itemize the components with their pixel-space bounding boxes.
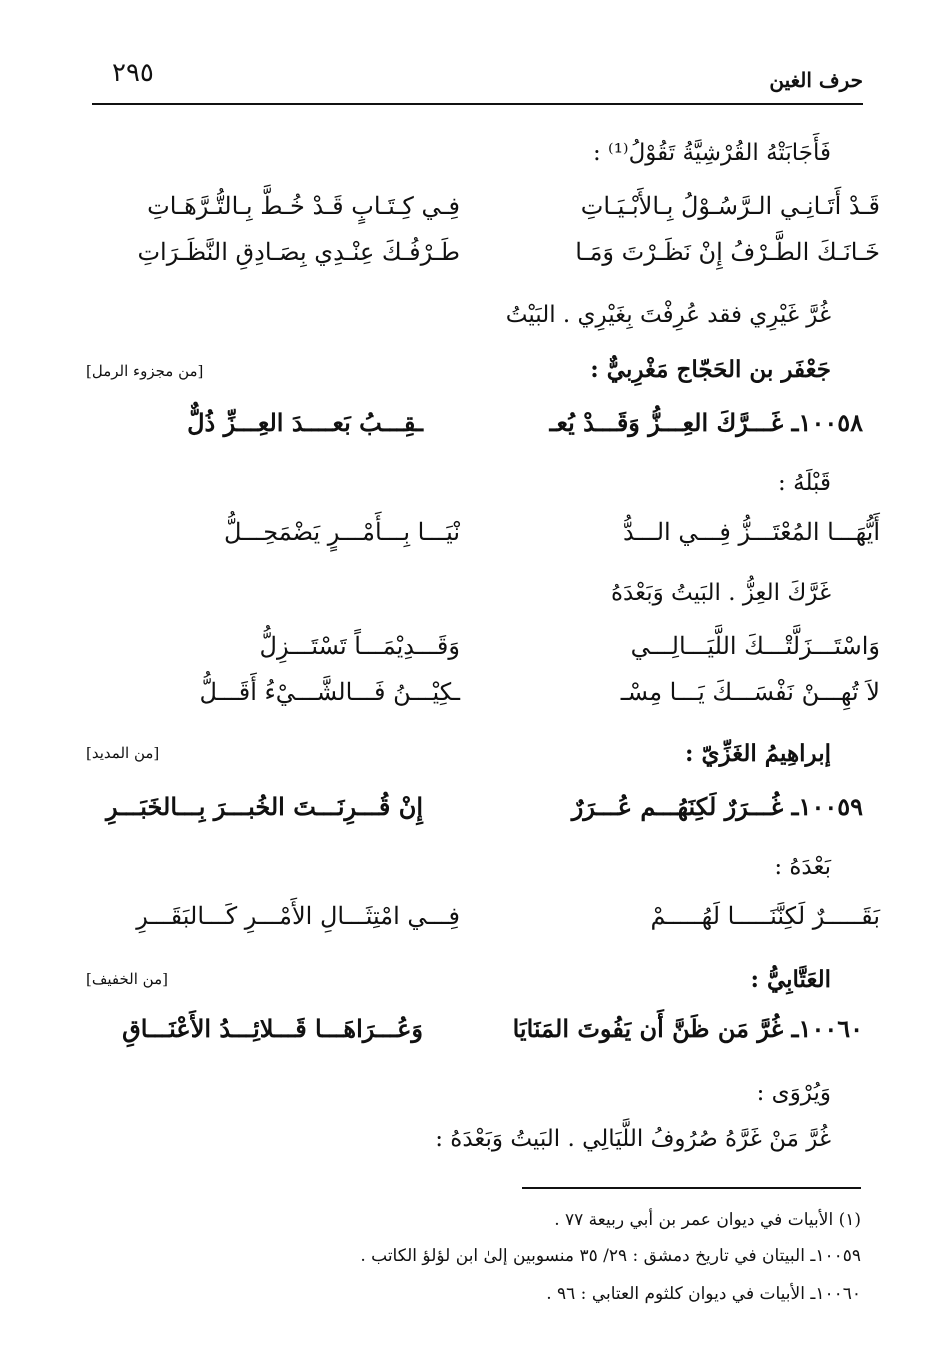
verse-first-hemistich: خَـانَـكَ الطَّـرْفُ إِنْ نَظَـرْتَ وَمَـا [575, 238, 880, 266]
verse-line-numbered [63, 408, 863, 448]
verse-line [100, 632, 880, 672]
prose-line: غُرَّ غَيْرِي فقد عُرِفْتَ بِغَيْرِي . البَيْتُ [505, 302, 831, 328]
verse-line-numbered [63, 1014, 863, 1054]
poet-name: جَعْفَر بن الحَجّاج مَغْرِبيٌّ : [590, 356, 831, 383]
footnote: ١٠٠٥٩ـ البيتان في تاريخ دمشق : ٢٩/ ٣٥ منسوبين إلىٰ ابن لؤلؤ الكاتب . [360, 1246, 861, 1266]
verse-second-hemistich: إِنْ قُـــرِنَـــتَ الخُبـــرَ بِـــالخَبَـــرِ [105, 792, 423, 821]
verse-second-hemistich: ـكِيْـــنُ فَـــالشَّـــيْءُ أَقَـــلُّ [199, 678, 460, 706]
prose-line: وَيُرْوَى : [756, 1080, 831, 1106]
verse-first-hemistich: ١٠٠٥٩ـ غُـــرَرٌ لَكِنَهُـــم عُـــرَرٌ [571, 792, 863, 821]
verse-first-hemistich: ١٠٠٥٨ـ غَـــرَّكَ العِـــزُّ وَقَـــدْ يُعـ [549, 408, 863, 437]
prose-line: بَعْدَهُ : [774, 854, 831, 880]
verse-second-hemistich: ـقِـــبُ بَعــــدَ العِـــزِّ ذُلٌّ [187, 408, 423, 437]
verse-first-hemistich: بَقَـــــرٌ لَكِنَّنَـــــا لَهُـــــمْ [650, 902, 880, 930]
footnote: ١٠٠٦٠ـ الأبيات في ديوان كلثوم العتابي : ٩٦ . [546, 1284, 861, 1304]
verse-second-hemistich: فِـــي امْتِثَـــالِ الأَمْـــرِ كَـــالبَقَـــرِ [136, 902, 460, 930]
verse-second-hemistich: طَـرْفُـكَ عِنْـدِي بِصَـادِقِ النَّظَـرَاتِ [137, 238, 460, 266]
meter-label: [من المديد] [86, 744, 160, 762]
page-number: ٢٩٥ [112, 58, 154, 88]
header-divider [92, 103, 863, 105]
verse-first-hemistich: قَـدْ أَتَـانِـي الـرَّسُـوْلُ بِـالأَبْـيَـاتِ [580, 192, 880, 220]
verse-first-hemistich: أَيُّهَـــا المُعْتَـــزُّ فِـــي الـــدُّ [623, 518, 880, 546]
verse-number: ١٠٠٥٩ـ [791, 792, 863, 821]
footnote-divider [522, 1187, 861, 1189]
verse-first-hemistich: وَاسْتَـــزَلَّتْـــكَ اللَّيَـــالِـــي [630, 632, 880, 660]
verse-line [100, 518, 880, 558]
verse-line [100, 902, 880, 942]
verse-second-hemistich: وَعُـــرَاهَـــا قَـــلائِـــدُ الأَعْنَـــاقِ [122, 1014, 423, 1043]
verse-number: ١٠٠٦٠ـ [791, 1014, 863, 1043]
meter-label: [من الخفيف] [86, 970, 168, 988]
footnote: (١) الأبيات في ديوان عمر بن أبي ربيعة ٧٧ . [554, 1210, 861, 1230]
verse-number: ١٠٠٥٨ـ [791, 408, 863, 437]
page-header [92, 52, 863, 102]
verse-second-hemistich: فِـي كِـتَـابٍ قَـدْ خُـطَّ بِـالتُّـرَّهَـاتِ [147, 192, 460, 220]
verse-line-numbered [63, 792, 863, 832]
prose-intro: فَأَجَابَتْهُ القُرْشِيَّةُ تَقُوْلُ⁽¹⁾ : [592, 140, 831, 166]
verse-line [100, 678, 880, 718]
chapter-title: حرف الغين [769, 68, 863, 92]
poet-name: العَتَّابِيُّ : [750, 966, 831, 993]
verse-first-hemistich: لاَ تُهِـــنْ نَفْسَـــكَ يَـــا مِسْـ [620, 678, 880, 706]
verse-line [100, 238, 880, 278]
poet-name: إبراهِيمُ الغَزِّيّ : [685, 740, 831, 767]
verse-first-hemistich: ١٠٠٦٠ـ غُرَّ مَن ظَنَّ أَن يَفُوتَ المَنَايَا [512, 1014, 863, 1043]
prose-line: غَرَّكَ العِزُّ . البَيتُ وَبَعْدَهُ [610, 580, 831, 606]
verse-second-hemistich: وَقَـــدِيْمَـــاً تَسْتَـــزِلُّ [259, 632, 460, 660]
verse-line [100, 192, 880, 232]
prose-line: غُرَّ مَنْ غَرَّهُ صُرُوفُ اللَّيَالِي . البَيتُ وَبَعْدَهُ : [435, 1126, 831, 1152]
prose-line: قَبْلَهُ : [778, 470, 831, 496]
meter-label: [من مجزوء الرمل] [86, 362, 204, 380]
verse-second-hemistich: نْيَـــا بِـــأَمْـــرٍ يَضْمَحِـــلُّ [224, 518, 460, 546]
